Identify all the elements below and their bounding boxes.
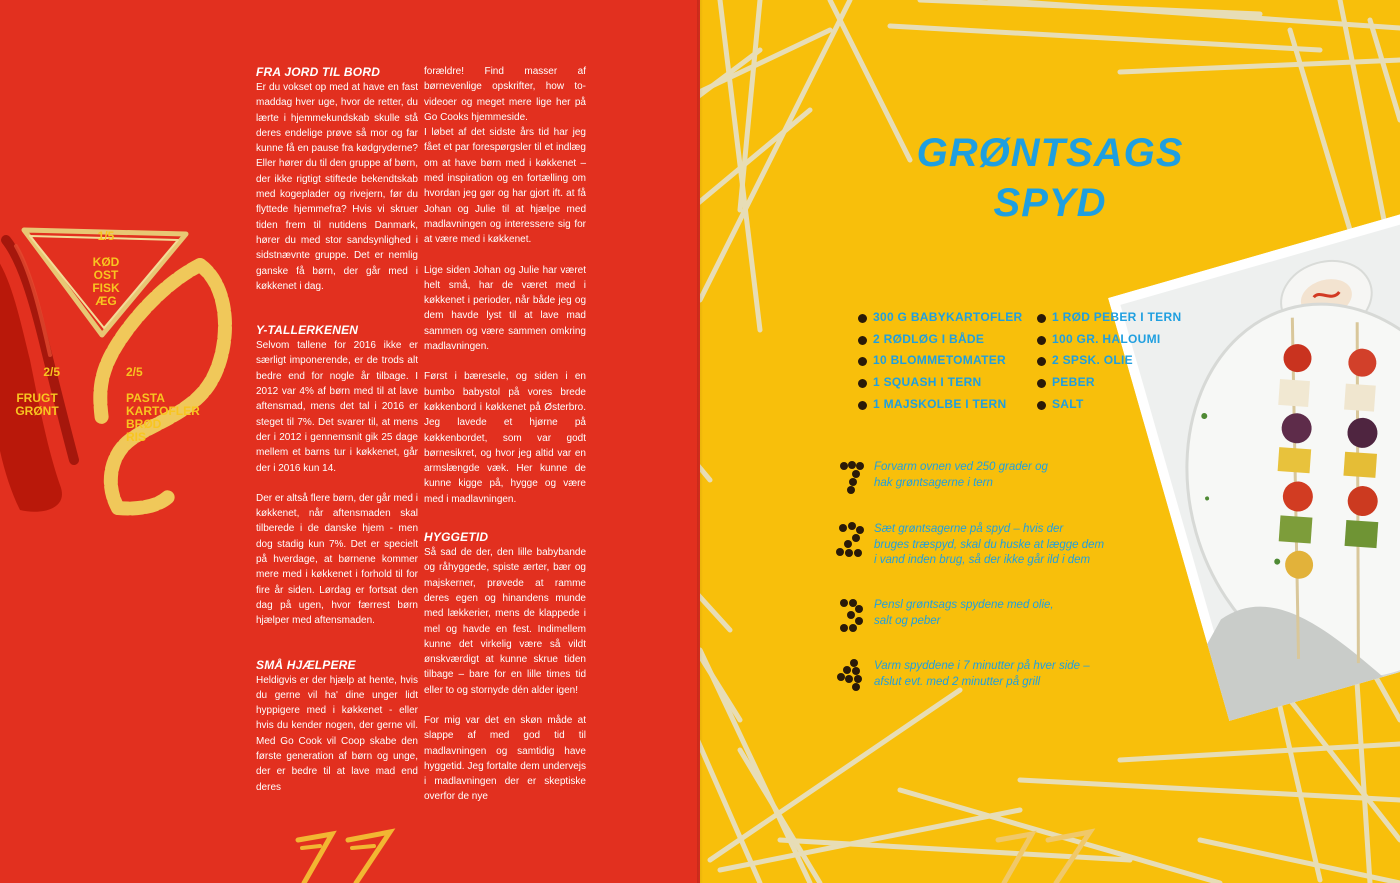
step-line: afslut evt. med 2 minutter på grill [874, 675, 1041, 688]
step-text [874, 522, 1104, 569]
ingredient-text: PEBER [1052, 375, 1095, 390]
paragraph: I løbet af det sidste års tid har jeg fået et par forespørgsler til et indlæg om at have børn med i køkkenet – med inspiration og en fortælling om hvordan jeg gør og har gjort ift. at få Johan og Julie til at hjælpe med madlavningen og interessere sig for at være med i køkkenet. [424, 127, 586, 246]
ingredient-text: 2 SPSK. OLIE [1052, 353, 1133, 368]
step-line: Sæt grøntsagerne på spyd – hvis der [874, 523, 1064, 535]
step-line: salt og peber [874, 614, 941, 627]
ingredient-text: 2 RØDLØG I BÅDE [873, 331, 985, 346]
plate-fraction-carbs: 2/5 [126, 365, 143, 379]
paragraph: Heldigvis er der hjælp at hente, hvis du gerne vil ha' dine unger lidt hyppigere med i køkkenet - eller hvis du kender nogen, der gerne vil. Med Go Cook vil Coop skabe den første generation af børn og unge, der er bedre til at lave mad end deres [256, 674, 418, 793]
step-line: i vand inden brug, så der ikke går ild i dem [874, 554, 1091, 566]
plate-line: RIS [126, 430, 147, 444]
plate-line: FISK [92, 281, 120, 295]
step-text [874, 460, 1048, 491]
ingredient-item [1037, 329, 1181, 351]
plate-fraction-protein: 1/5 [97, 229, 115, 243]
plate-label-fruit [12, 366, 62, 418]
bullet-icon [1037, 401, 1046, 410]
article-column-2 [424, 64, 586, 805]
bullet-icon [1037, 379, 1046, 388]
ingredient-item [858, 329, 1023, 351]
bullet-icon [858, 336, 867, 345]
fries-decoration-right [990, 826, 1110, 883]
paragraph: For mig var det en skøn måde at slappe af med god tid til madlavningen og samtidig have hyggetid. Jeg fortalte dem undervejs i madlavningen der er skeptiske overfor de nye [424, 714, 586, 803]
ingredients-list-right [1037, 307, 1181, 416]
ingredient-text: 1 RØD PEBER I TERN [1052, 310, 1182, 324]
plate-fraction-fruit: 2/5 [43, 365, 60, 379]
step-number-3-icon [834, 598, 868, 634]
recipe-title-line-1: GRØNTSAGS [916, 131, 1184, 175]
ingredient-item [1037, 307, 1181, 329]
ingredient-item [858, 372, 1023, 394]
recipe-title-line-2: SPYD [993, 181, 1107, 225]
step-line: Pensl grøntsags spydene med olie, [874, 599, 1054, 611]
bullet-icon [1037, 314, 1046, 323]
plate-label-carbs [126, 366, 208, 444]
ingredients-list-left [858, 307, 1023, 416]
ingredient-item [858, 350, 1023, 372]
heading-y-tallerkenen: Y-TALLERKENEN [256, 323, 359, 338]
paragraph: Lige siden Johan og Julie har været helt små, har de været med i køkkenet i perioder, når både jeg og dem havde lyst til at lave mad sammen og være sammen omkring madlavningen. [424, 264, 586, 353]
plate-line: KARTOFLER [126, 404, 200, 418]
fries-decoration [290, 826, 410, 883]
recipe-title [850, 128, 1250, 228]
heading-hyggetid: HYGGETID [424, 530, 489, 545]
plate-line: PASTA [126, 391, 165, 405]
ingredient-item [1037, 372, 1181, 394]
paragraph: Først i bæresele, og siden i en bumbo babystol på vores brede køkkenbord i køkkenet på Østerbro. Jeg lavede et hjørne på køkkenbordet, som var godt børnesikret, og hvor jeg altid var en armslængde væk. Her kunne de kunne kigge på, hygge og være med i madlavningen. [424, 371, 586, 505]
ingredient-item [858, 394, 1023, 416]
step-text [874, 659, 1090, 690]
plate-label-protein [86, 230, 126, 308]
bullet-icon [858, 314, 867, 323]
paragraph: Er du vokset op med at have en fast maddag hver uge, hvor de retter, du lærte i hjemmekundskab skulle stå deres endelige prøve så mor og far kunne få en pause fra kødgryderne? Eller hører du til den gruppe af børn, der ikke rigtigt stiftede bekendtskab med kogeplader og rivejern, før du flyttede hjemmefra? Hvis vi skruer tiden frem til nutidens Danmark, hører du med stor sandsynlighed i sidstnævnte gruppe. Det er nemlig ganske få børn, der går med i køkkenet i dag. [256, 82, 418, 292]
bullet-icon [858, 357, 867, 366]
bullet-icon [1037, 336, 1046, 345]
paragraph: forældre! Find masser af børnevenlige opskrifter, how to-videoer og meget mere lige her på Go Cooks hjemmeside. [424, 66, 586, 123]
bullet-icon [858, 401, 867, 410]
y-plate-illustration [0, 210, 240, 530]
step-number-2-icon [834, 522, 868, 558]
heading-sma-hjaelpere: SMÅ HJÆLPERE [256, 657, 356, 672]
paragraph: Så sad de der, den lille babybande og råhyggede, spiste ærter, bær og majskerner, prøvede at ramme deres egen og hinandens munde med lækkerier, mens de klappede i mel og havde en fest. Indimellem kunne det virkelig være så vildt ønskværdigt at kunne skrue tiden tilbage – bare for en lille times tid eller to og stornyde dén alder igen! [424, 547, 586, 696]
step-line: hak grøntsagerne i tern [874, 476, 993, 489]
paragraph: Der er altså flere børn, der går med i køkkenet, når aftensmaden skal tilberede i de danske hjem - men dog stadig kun 7%. Det er specielt på hverdage, at børnene kommer mere med i køkkenet i forhold til for fire år siden. Lørdag er fortsat den dag på ugen, hvor færrest børn hjælper med aftensmaden. [256, 492, 418, 627]
plate-line: OST [93, 268, 119, 282]
article-column-1 [256, 64, 418, 795]
plate-line: KØD [92, 255, 120, 269]
step-line: Varm spyddene i 7 minutter på hver side – [874, 660, 1090, 672]
ingredient-item [858, 307, 1023, 329]
paragraph: Selvom tallene for 2016 ikke er særligt imponerende, er de trods alt bedre end for nogle år tilbage. I 2012 var 4% af børn med til at lave aftensmad, mens det tal i 2016 er steget til 7%. Det svarer til, at mens der i 2012 i gennemsnit gik 25 dage mellem et barns tur i køkkenet, går der i 2016 kun 14. [256, 340, 418, 474]
ingredient-text: 300 G BABYKARTOFLER [873, 310, 1023, 324]
ingredient-text: 100 GR. HALOUMI [1052, 331, 1161, 346]
ingredient-item [1037, 350, 1181, 372]
page-gutter [697, 0, 703, 883]
ingredient-text: 10 BLOMMETOMATER [873, 353, 1007, 368]
bullet-icon [858, 379, 867, 388]
ingredient-item [1037, 394, 1181, 416]
step-line: Forvarm ovnen ved 250 grader og [874, 461, 1048, 473]
heading-fra-jord-til-bord: FRA JORD TIL BORD [256, 65, 381, 79]
plate-line: ÆG [95, 294, 117, 308]
ingredient-text: 1 MAJSKOLBE I TERN [873, 396, 1007, 411]
ingredient-text: SALT [1052, 396, 1084, 411]
step-line: bruges træspyd, skal du huske at lægge dem [874, 538, 1105, 551]
plate-line: FRUGT [16, 391, 58, 405]
step-number-4-icon [834, 659, 868, 695]
plate-line: GRØNT [15, 404, 59, 418]
step-text [874, 598, 1054, 629]
plate-line: BRØD [126, 417, 162, 431]
step-number-1-icon [834, 460, 868, 496]
bullet-icon [1037, 357, 1046, 366]
ingredient-text: 1 SQUASH I TERN [873, 375, 982, 390]
